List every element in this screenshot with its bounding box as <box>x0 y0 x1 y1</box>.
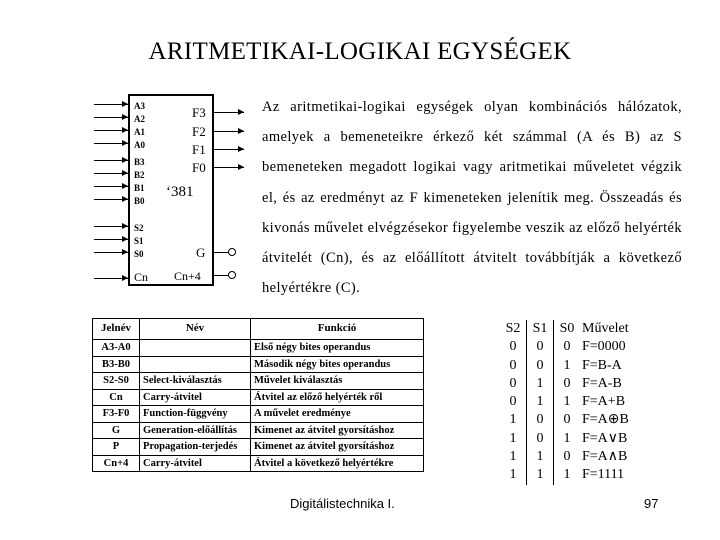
pin-b0: B0 <box>134 196 145 206</box>
pin-b2: B2 <box>134 170 145 180</box>
pin-b3: B3 <box>134 157 145 167</box>
page-number: 97 <box>644 496 659 511</box>
name-cell: Propagation-terjedés <box>140 439 251 456</box>
pin-s1: S1 <box>134 236 144 246</box>
operation-cell: F=A+B <box>582 394 626 410</box>
pin-f0: F0 <box>192 160 206 175</box>
function-cell: Művelet kiválasztás <box>251 373 424 390</box>
s0-cell: 1 <box>554 466 581 484</box>
s1-cell: 1 <box>527 448 554 466</box>
name-cell: Carry-átvitel <box>140 389 251 406</box>
col-header-function: Funkció <box>251 319 424 340</box>
page-title: ARITMETIKAI-LOGIKAI EGYSÉGEK <box>148 38 572 65</box>
table-row <box>93 356 424 373</box>
s1-cell: 1 <box>527 393 554 411</box>
function-cell: Kimenet az átvitel gyorsításhoz <box>251 422 424 439</box>
name-cell: Generation-előállítás <box>140 422 251 439</box>
table-row <box>500 338 640 356</box>
signal-cell: Cn+4 <box>93 455 140 472</box>
table-row <box>93 406 424 423</box>
signal-cell: S2-S0 <box>93 373 140 390</box>
col-header-s2: S2 <box>505 321 521 336</box>
s2-cell: 1 <box>509 412 517 428</box>
s1-cell: 1 <box>527 466 554 484</box>
pin-a3: A3 <box>134 101 145 111</box>
pin-f2: F2 <box>192 124 206 139</box>
s0-cell: 1 <box>554 357 581 375</box>
signal-cell: Cn <box>93 389 140 406</box>
table-row <box>500 430 640 448</box>
table-row <box>500 375 640 393</box>
s1-cell: 0 <box>527 430 554 448</box>
name-cell: Carry-átvitel <box>140 455 251 472</box>
s0-cell: 1 <box>554 393 581 411</box>
signal-cell: B3-B0 <box>93 356 140 373</box>
table-row <box>500 393 640 411</box>
s0-cell: 1 <box>554 430 581 448</box>
table-row <box>93 373 424 390</box>
function-cell: Kimenet az átvitel gyorsításhoz <box>251 439 424 456</box>
function-cell: Első négy bites operandus <box>251 340 424 357</box>
name-cell <box>140 340 251 357</box>
signal-cell: P <box>93 439 140 456</box>
s2-cell: 0 <box>509 394 517 410</box>
table-row <box>500 411 640 429</box>
operation-cell: F=1111 <box>582 467 625 483</box>
table-row <box>93 389 424 406</box>
pin-a1: A1 <box>134 127 145 137</box>
pin-s2: S2 <box>134 223 144 233</box>
name-cell: Select-kiválasztás <box>140 373 251 390</box>
operation-cell: F=A∨B <box>582 430 628 446</box>
function-cell: Átvitel az előző helyérték ről <box>251 389 424 406</box>
s1-cell: 0 <box>527 357 554 375</box>
col-header-s0: S0 <box>554 320 581 338</box>
function-cell: Átvitel a következő helyértékre <box>251 455 424 472</box>
col-header-signal: Jelnév <box>93 319 140 340</box>
pin-function-table <box>92 318 424 472</box>
s0-cell: 0 <box>554 338 581 356</box>
table-row <box>500 448 640 466</box>
s2-cell: 1 <box>509 430 517 446</box>
s0-cell: 0 <box>554 375 581 393</box>
table-row <box>93 340 424 357</box>
pin-f3: F3 <box>192 105 206 120</box>
operation-cell: F=A∧B <box>582 449 628 465</box>
table-row <box>500 357 640 375</box>
pin-f1: F1 <box>192 142 206 157</box>
table-row <box>93 422 424 439</box>
pin-cn: Cn <box>134 270 149 284</box>
description-paragraph: Az aritmetikai-logikai egységek olyan kombinációs hálózatok, amelyek a bemeneteikre érkező két számmal (A és B) az S bemeneteken megadott logikai vagy aritmetikai műveletet végzik el, és az eredményt az F kimeneteken jelenítik meg. Összeadás és kivonás művelet elvégzésekor figyelembe veszik az előző helyérték átvitelét (Cn), és az előállított átvitelt továbbítják a következő helyértékre (C). <box>262 99 682 297</box>
function-cell: Második négy bites operandus <box>251 356 424 373</box>
s1-cell: 0 <box>527 338 554 356</box>
table-row <box>93 439 424 456</box>
pin-a2: A2 <box>134 114 145 124</box>
table-row <box>500 466 640 484</box>
operation-cell: F=B-A <box>582 357 622 373</box>
chip-part-number: ‘381 <box>166 184 194 200</box>
function-cell: A művelet eredménye <box>251 406 424 423</box>
pin-s0: S0 <box>134 249 144 259</box>
s0-cell: 0 <box>554 411 581 429</box>
col-header-s1: S1 <box>527 320 554 338</box>
s1-cell: 0 <box>527 411 554 429</box>
s2-cell: 0 <box>509 375 517 391</box>
pin-a0: A0 <box>134 140 145 150</box>
s2-cell: 1 <box>509 467 517 483</box>
footer-course-title: Digitálistechnika I. <box>290 496 395 511</box>
name-cell: Function-függvény <box>140 406 251 423</box>
signal-cell: F3-F0 <box>93 406 140 423</box>
table-row <box>93 455 424 472</box>
s2-cell: 1 <box>509 449 517 465</box>
operation-cell: F=A⊕B <box>582 412 629 428</box>
col-header-name: Név <box>140 319 251 340</box>
name-cell <box>140 356 251 373</box>
s1-cell: 1 <box>527 375 554 393</box>
s2-cell: 0 <box>509 357 517 373</box>
signal-cell: G <box>93 422 140 439</box>
pin-g: G <box>196 245 206 260</box>
signal-cell: A3-A0 <box>93 340 140 357</box>
pin-b1: B1 <box>134 183 145 193</box>
col-header-operation: Művelet <box>582 321 629 336</box>
operation-table <box>500 320 640 485</box>
pin-cn4: Cn+4 <box>174 269 201 283</box>
s0-cell: 0 <box>554 448 581 466</box>
alu-chip <box>128 94 214 286</box>
operation-cell: F=0000 <box>582 339 626 355</box>
s2-cell: 0 <box>509 339 517 355</box>
operation-cell: F=A-B <box>582 375 622 391</box>
